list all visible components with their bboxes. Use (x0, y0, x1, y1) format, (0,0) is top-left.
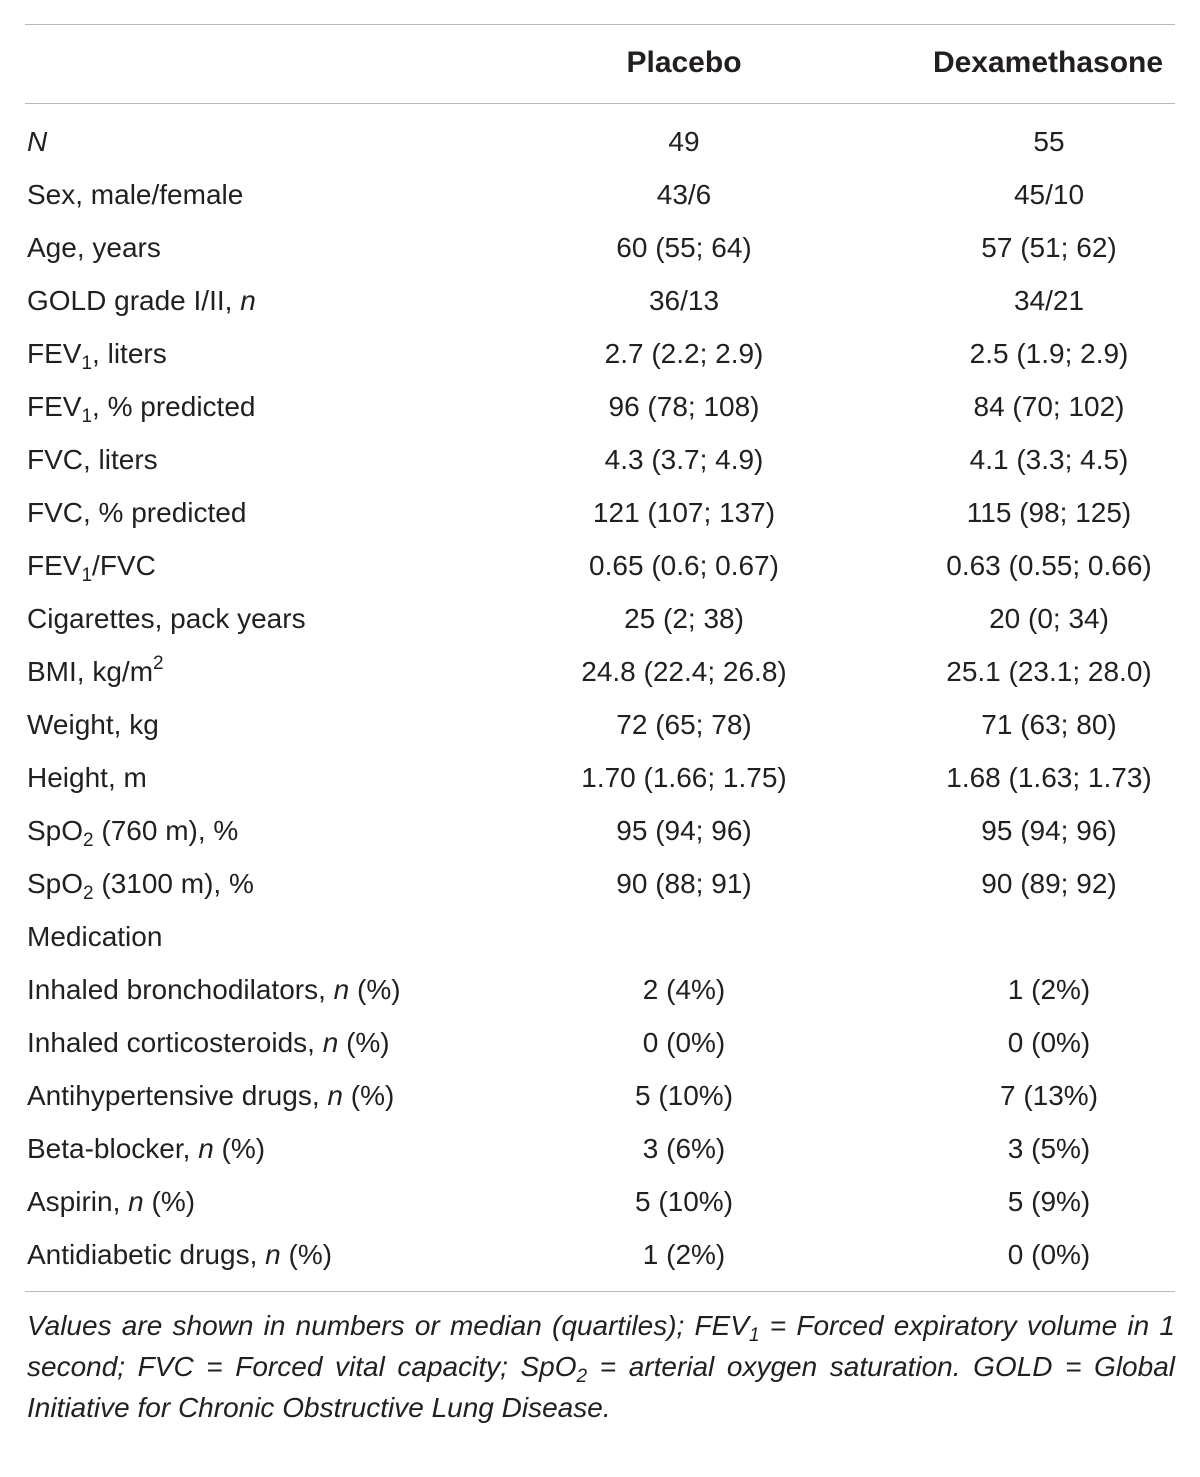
table-header (0, 40, 1200, 90)
placebo-value: 24.8 (22.4; 26.8) (581, 656, 787, 687)
row-label: BMI, $kg/m^2$ (27, 653, 164, 687)
column-header-dexamethasone: Dexamethasone (932, 46, 1164, 79)
table-row (0, 383, 1200, 436)
placebo-value: 43/6 (656, 179, 712, 210)
dexamethasone-value: 115 (98; 125) (966, 497, 1132, 528)
dexamethasone-value: 90 (89; 92) (981, 868, 1117, 899)
table-row (0, 436, 1200, 489)
section-row (0, 913, 1200, 966)
table-row (0, 542, 1200, 595)
dexamethasone-value: 57 (51; 62) (981, 232, 1117, 263)
row-label: Inhaled corticosteroids, n (%) (27, 1027, 390, 1058)
table-row (0, 1178, 1200, 1231)
placebo-value: 3 (6%) (642, 1133, 726, 1164)
placebo-value: 72 (65; 78) (616, 709, 752, 740)
table-body (0, 118, 1200, 1284)
row-label: Sex, male/female (27, 179, 244, 210)
dexamethasone-value: 3 (5%) (1007, 1133, 1091, 1164)
placebo-value: 4.3 (3.7; 4.9) (604, 444, 764, 475)
dexamethasone-value: 84 (70; 102) (973, 391, 1125, 422)
table-row (0, 966, 1200, 1019)
placebo-value: 90 (88; 91) (616, 868, 752, 899)
row-label: FVC, % predicted (27, 497, 247, 528)
dexamethasone-value: 0 (0%) (1007, 1239, 1091, 1270)
row-label: Aspirin, n (%) (27, 1186, 196, 1217)
placebo-value: 25 (2; 38) (624, 603, 744, 634)
row-label: Height, m (27, 762, 147, 793)
table-row (0, 648, 1200, 701)
row-label: $FEV_1$/FVC (27, 550, 156, 586)
placebo-value: 60 (55; 64) (616, 232, 752, 263)
table-row (0, 701, 1200, 754)
row-label: $FEV_1$, liters (27, 338, 167, 374)
table-row (0, 489, 1200, 542)
table-row (0, 860, 1200, 913)
row-label: Antihypertensive drugs, n (%) (27, 1080, 395, 1111)
table-row (0, 171, 1200, 224)
dexamethasone-value: 4.1 (3.3; 4.5) (969, 444, 1129, 475)
placebo-value: 1.70 (1.66; 1.75) (581, 762, 787, 793)
dexamethasone-value: 95 (94; 96) (981, 815, 1117, 846)
top-rule (25, 24, 1175, 25)
dexamethasone-value: 55 (1033, 126, 1065, 157)
placebo-value: 2.7 (2.2; 2.9) (604, 338, 764, 369)
placebo-value: 0 (0%) (642, 1027, 726, 1058)
dexamethasone-value: 5 (9%) (1007, 1186, 1091, 1217)
placebo-value: 5 (10%) (634, 1186, 734, 1217)
dexamethasone-value: 71 (63; 80) (981, 709, 1117, 740)
dexamethasone-value: 0.63 (0.55; 0.66) (946, 550, 1152, 581)
placebo-value: 5 (10%) (634, 1080, 734, 1111)
dexamethasone-value: 7 (13%) (999, 1080, 1099, 1111)
row-label: Age, years (27, 232, 161, 263)
placebo-value: 2 (4%) (642, 974, 726, 1005)
placebo-value: 121 (107; 137) (592, 497, 776, 528)
dexamethasone-value: 2.5 (1.9; 2.9) (969, 338, 1129, 369)
table-row (0, 277, 1200, 330)
dexamethasone-value: 34/21 (1013, 285, 1085, 316)
table-row (0, 330, 1200, 383)
placebo-value: 95 (94; 96) (616, 815, 752, 846)
table-row (0, 1072, 1200, 1125)
row-label: FVC, liters (27, 444, 158, 475)
row-label: N (27, 126, 48, 157)
dexamethasone-value: 1 (2%) (1007, 974, 1091, 1005)
bottom-rule (25, 1291, 1175, 1292)
table-row (0, 754, 1200, 807)
row-label: SpO$_2$ (760 m), % (27, 815, 239, 851)
row-label: Antidiabetic drugs, n (%) (27, 1239, 333, 1270)
table-row (0, 1231, 1200, 1284)
placebo-value: 36/13 (648, 285, 720, 316)
row-label: Beta-blocker, n (%) (27, 1133, 266, 1164)
dexamethasone-value: 1.68 (1.63; 1.73) (946, 762, 1152, 793)
row-label: $FEV_1$, % predicted (27, 391, 256, 427)
dexamethasone-value: 25.1 (23.1; 28.0) (946, 656, 1152, 687)
table-row (0, 118, 1200, 171)
row-label: Inhaled bronchodilators, n (%) (27, 974, 401, 1005)
table-row (0, 595, 1200, 648)
placebo-value: 49 (668, 126, 700, 157)
row-label: Weight, kg (27, 709, 159, 740)
section-label: Medication (27, 921, 163, 952)
header-rule (25, 103, 1175, 104)
placebo-value: 96 (78; 108) (608, 391, 760, 422)
table-row (0, 1125, 1200, 1178)
dexamethasone-value: 0 (0%) (1007, 1027, 1091, 1058)
placebo-value: 1 (2%) (642, 1239, 726, 1270)
column-header-placebo: Placebo (626, 46, 742, 79)
table-row (0, 1019, 1200, 1072)
dexamethasone-value: 20 (0; 34) (989, 603, 1109, 634)
row-label: Cigarettes, pack years (27, 603, 306, 634)
table-footnote: Values are shown in numbers or median (quartiles); $FEV_1$ = Forced expiratory volume in 1 second; FVC = Forced vital capacity; SpO$_2$ = arterial oxygen saturation. GOLD = Global Initiative for Chronic Obstructive Lung Disease. (27, 1310, 1175, 1423)
placebo-value: 0.65 (0.6; 0.67) (589, 550, 779, 581)
row-label: SpO$_2$ (3100 m), % (27, 868, 254, 904)
table-row (0, 224, 1200, 277)
table-row (0, 807, 1200, 860)
dexamethasone-value: 45/10 (1013, 179, 1085, 210)
row-label: GOLD grade I/II, n (27, 285, 256, 316)
